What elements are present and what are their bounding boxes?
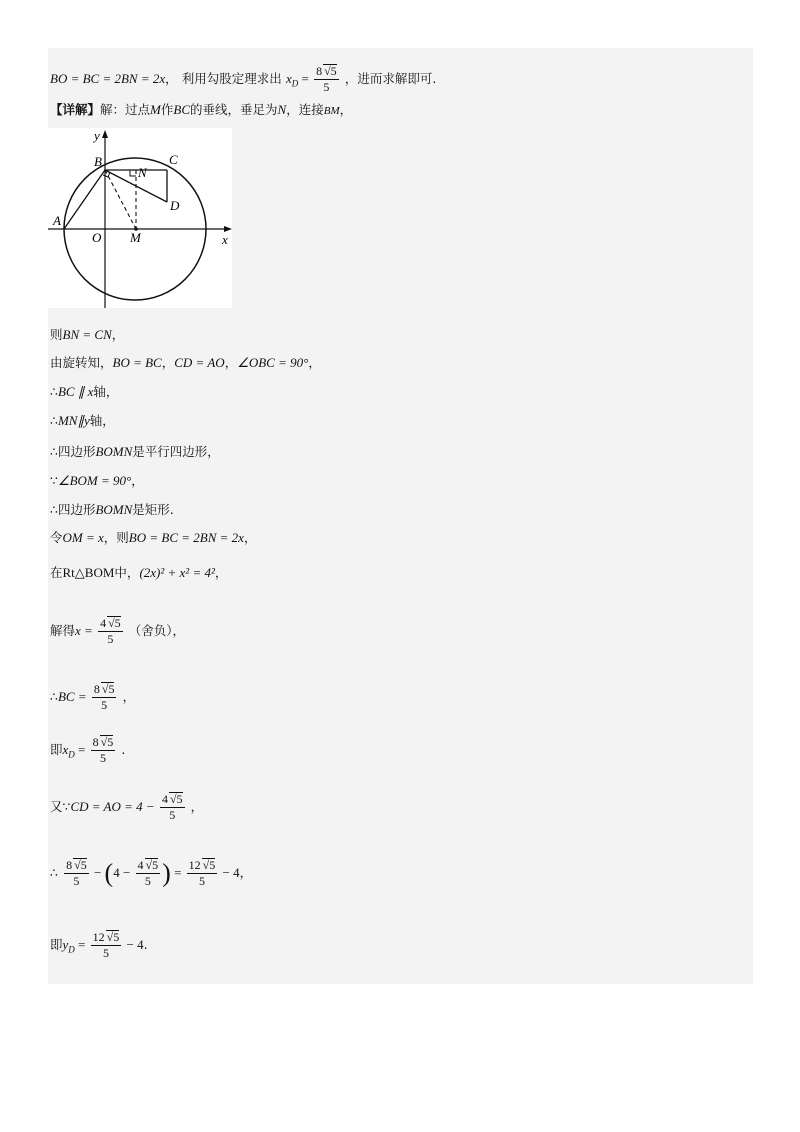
intro-text: 利用勾股定理求出 [181, 71, 282, 86]
step-5: ∴四边形BOMN是平行四边形， [50, 444, 220, 459]
fraction-yd: $\frac{12 √5}{5}$ [92, 930, 120, 960]
intro-line: BO = BC = 2BN = 2x， 利用勾股定理求出 $x_D$ = $\frac{8 √5}{5}$ ，进而求解即可. [50, 64, 437, 94]
segment-BM [105, 170, 136, 229]
step-11: ∴BC = $\frac{8 √5}{5}$ ， [50, 682, 136, 712]
step-6: ∵∠BOM = 90°， [50, 473, 144, 488]
geometry-diagram [48, 128, 232, 308]
fraction-cd: $\frac{4 √5}{5}$ [161, 792, 183, 822]
right-angle-N [130, 170, 136, 176]
label-A: A [53, 213, 61, 228]
step-15: 即$y_D$ = $\frac{12 √5}{5}$ − 4. [50, 930, 148, 960]
step-3: ∴BC ∥ x轴， [50, 384, 119, 399]
step-1: 则BN = CN， [50, 327, 125, 342]
label-O: O [92, 230, 102, 245]
step-9: 在Rt△BOM中，(2x)² + x² = 4²， [50, 565, 228, 580]
fraction-s14-1: $\frac{8 √5}{5}$ [66, 858, 87, 888]
step-2: 由旋转知，BO = BC，CD = AO，∠OBC = 90°， [50, 355, 321, 370]
intro-equation: BO = BC = 2BN = 2x [50, 71, 166, 86]
step-10: 解得x = $\frac{4 √5}{5}$ （舍负）， [50, 616, 186, 646]
step-14: ∴ $\frac{8 √5}{5}$ − (4 − $\frac{4 √5}{5}$ ) = $\frac{12 √5}{5}$ − 4， [50, 858, 253, 888]
detail-label: 【详解】 [50, 102, 101, 117]
fraction-xd: $\frac{8 √5}{5}$ [92, 735, 114, 765]
step-7: ∴四边形BOMN是矩形. [50, 502, 174, 517]
label-B: B [94, 154, 102, 169]
fraction-8root5-over-5: $\frac{8 √5}{5}$ [93, 682, 115, 712]
step-4: ∴MN∥y轴， [50, 413, 115, 428]
label-x: x [222, 232, 228, 247]
fraction-s14-2: $\frac{4 √5}{5}$ [137, 858, 159, 888]
geometry-figure [48, 128, 232, 308]
step-12: 即$x_D$ = $\frac{8 √5}{5}$ . [50, 735, 126, 765]
y-axis-arrow [102, 130, 108, 138]
label-M: M [130, 230, 141, 245]
label-y: y [94, 128, 100, 143]
label-C: C [169, 152, 178, 167]
step-13: 又∵CD = AO = 4 − $\frac{4 √5}{5}$ ， [50, 792, 204, 822]
label-D: D [170, 198, 180, 213]
fraction-4root5-over-5: $\frac{4 √5}{5}$ [100, 616, 121, 646]
fraction-s14-3: $\frac{12 √5}{5}$ [188, 858, 216, 888]
step-8: 令OM = x，则BO = BC = 2BN = 2x， [50, 530, 257, 545]
label-N: N [138, 165, 147, 180]
detail-line: 【详解】解：过点M作BC的垂线，垂足为N，连接BM， [50, 102, 353, 117]
intro-fraction: $\frac{8 √5}{5}$ [316, 64, 337, 94]
